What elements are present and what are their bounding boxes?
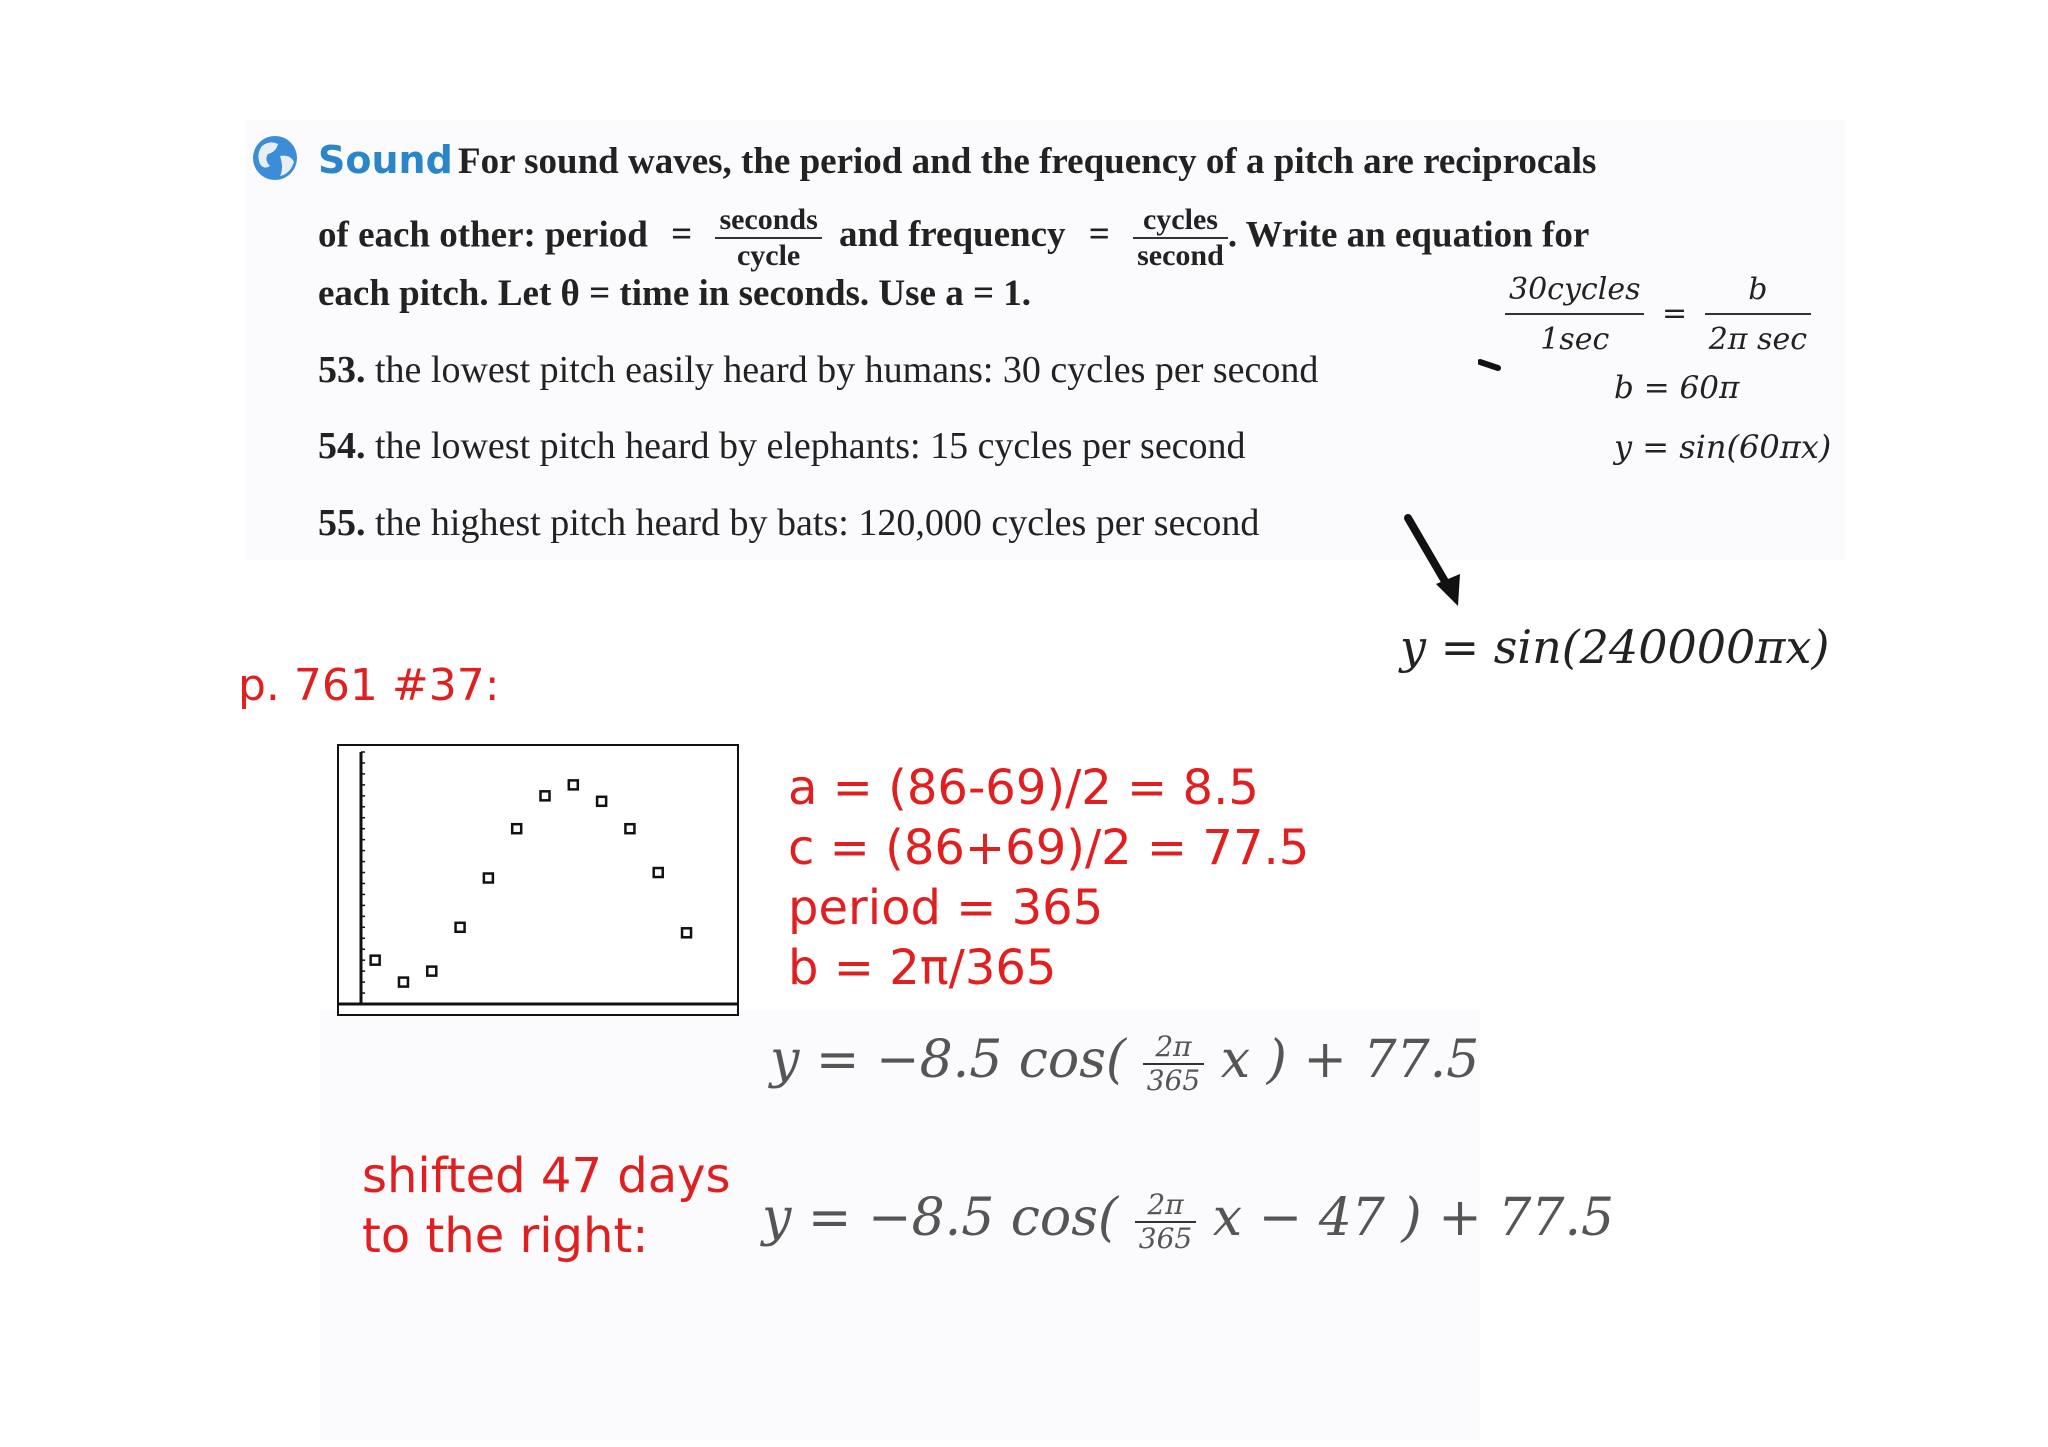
data-point xyxy=(371,956,380,965)
y-result-humans: y = sin(60πx) xyxy=(1614,428,1832,466)
problem-54 xyxy=(318,424,1246,468)
b-fraction xyxy=(1705,272,1811,357)
problem-number: 55. xyxy=(318,502,366,544)
eq2-fraction xyxy=(1135,1187,1196,1255)
period-denominator: cycle xyxy=(736,239,801,272)
problem-text: the highest pitch heard by bats: 120,000 cycles per second xyxy=(375,502,1260,544)
globe-icon xyxy=(250,130,300,191)
scatter-plot-svg xyxy=(339,746,737,1014)
problem-text: the lowest pitch heard by elephants: 15 cycles per second xyxy=(375,425,1246,467)
intro-line-2-c: . Write an equation for xyxy=(1227,214,1590,256)
a-calculation: a = (86-69)/2 = 8.5 xyxy=(788,760,1259,816)
problem-55 xyxy=(318,501,1259,545)
eq1-right: x ) + 77.5 xyxy=(1220,1030,1480,1090)
eq1-denominator: 365 xyxy=(1146,1063,1201,1097)
intro-line-1: For sound waves, the period and the frequency of a pitch are reciprocals xyxy=(458,141,1597,182)
cycles-numerator: 30cycles xyxy=(1505,275,1644,315)
data-point xyxy=(512,824,521,833)
eq2-denominator: 365 xyxy=(1138,1221,1193,1255)
period-calculation: period = 365 xyxy=(788,880,1104,936)
equals-sign-2: = xyxy=(1088,214,1110,256)
proportion-equals: = xyxy=(1662,296,1688,331)
scatter-plot xyxy=(337,744,739,1016)
eq2-right: x − 47 ) + 77.5 xyxy=(1212,1188,1615,1248)
cycles-denominator: 1sec xyxy=(1540,322,1610,357)
data-point xyxy=(541,791,550,800)
equals-sign: = xyxy=(671,214,693,256)
plot-points xyxy=(371,780,691,986)
intro-line-2-b: and frequency xyxy=(839,214,1066,256)
c-calculation: c = (86+69)/2 = 77.5 xyxy=(788,820,1310,876)
period-fraction xyxy=(715,205,821,271)
shift-note-line-1: shifted 47 days xyxy=(362,1148,731,1204)
problem-53 xyxy=(318,348,1318,392)
frequency-numerator: cycles xyxy=(1133,205,1228,239)
frequency-fraction xyxy=(1133,205,1228,271)
eq2-left: y = −8.5 cos( xyxy=(762,1188,1119,1248)
pen-mark xyxy=(1478,358,1502,379)
problem-number: 53. xyxy=(318,349,366,391)
problem-number: 54. xyxy=(318,425,366,467)
intro-line-3: each pitch. Let θ = time in seconds. Use a = 1. xyxy=(318,273,1032,314)
data-point xyxy=(484,874,493,883)
cosine-equation xyxy=(770,1030,1479,1095)
b-calculation: b = 2π/365 xyxy=(788,940,1057,996)
data-point xyxy=(654,868,663,877)
data-point xyxy=(682,928,691,937)
shift-note-line-2: to the right: xyxy=(362,1208,649,1264)
cycles-fraction xyxy=(1505,272,1644,357)
data-point xyxy=(569,780,578,789)
data-point xyxy=(597,797,606,806)
problem-text: the lowest pitch easily heard by humans: 30 cycles per second xyxy=(375,349,1319,391)
data-point xyxy=(456,923,465,932)
b-numerator: b xyxy=(1705,275,1811,315)
data-point xyxy=(399,978,408,987)
y-result-bats: y = sin(240000πx) xyxy=(1400,620,1830,674)
section-title: Sound xyxy=(318,138,453,182)
b-denominator: 2π sec xyxy=(1708,322,1808,357)
page-reference: p. 761 #37: xyxy=(238,660,500,711)
b-result: b = 60π xyxy=(1614,370,1740,406)
shifted-cosine-equation xyxy=(762,1188,1614,1253)
eq1-numerator: 2π xyxy=(1143,1033,1204,1065)
arrow-icon xyxy=(1400,512,1470,617)
intro-line-2 xyxy=(318,205,1589,271)
frequency-denominator: second xyxy=(1137,239,1224,272)
data-point xyxy=(427,967,436,976)
eq2-numerator: 2π xyxy=(1135,1191,1196,1223)
intro-line-2-a: of each other: period xyxy=(318,214,648,256)
data-point xyxy=(625,824,634,833)
cycles-proportion xyxy=(1505,272,1811,357)
eq1-left: y = −8.5 cos( xyxy=(770,1030,1127,1090)
period-numerator: seconds xyxy=(715,205,821,239)
plot-axes xyxy=(339,752,737,1004)
eq1-fraction xyxy=(1143,1029,1204,1097)
